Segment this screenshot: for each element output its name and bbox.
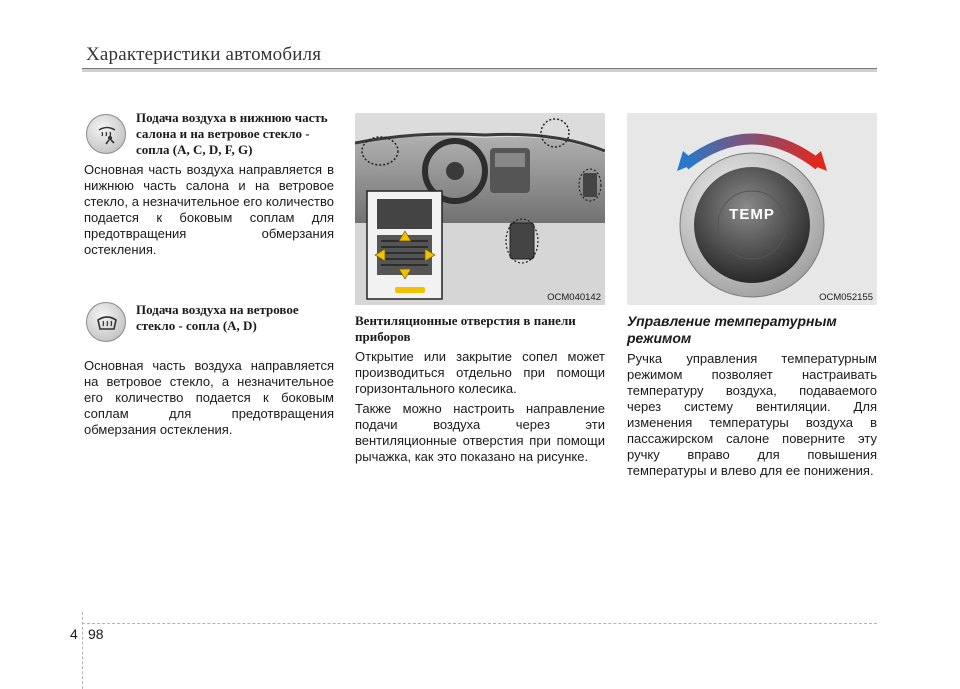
dashboard-vents-figure: [355, 113, 605, 305]
floor-defrost-mode-icon: [86, 114, 126, 154]
mode-floor-defrost-text: Основная часть воздуха направляется в нижнюю часть салона и на ветровое стекло, а незначительное его количество подается к боковым соплам для предотвращения обмерзания остекления.: [84, 162, 334, 257]
header-rule: [82, 68, 877, 72]
temp-knob-figure: [627, 113, 877, 305]
vents-heading: Вентиляционные отверстия в панели приборов: [355, 313, 576, 344]
mode-defrost: [84, 298, 334, 438]
vents-paragraph-1: Открытие или закрытие сопел может производиться отдельно при помощи горизонтального колесика.: [355, 349, 605, 396]
temp-knob-label: TEMP: [729, 206, 775, 223]
figure-code: OCM040142: [547, 292, 601, 303]
mode-defrost-text: Основная часть воздуха направляется на ветровое стекло, а незначительное его количество подается к боковым соплам для предотвращения обмерзания остекления.: [84, 358, 334, 437]
vents-paragraph-2: Также можно настроить направление подачи воздуха через эти вентиляционные отверстия при помощи рычажка, как это показано на рисунке.: [355, 401, 605, 464]
defrost-mode-icon: [86, 302, 126, 342]
column-mode-descriptions: [84, 110, 334, 438]
column-temperature: [627, 113, 877, 479]
column-vents: [355, 113, 605, 465]
page-number: 98: [88, 626, 104, 642]
chapter-number: 4: [70, 626, 78, 642]
temp-paragraph: Ручка управления температурным режимом позволяет настраивать температуру воздуха, подаваемого через систему вентиляции. Для изменения температуры воздуха в пассажирском салоне поверните эту ручку вправо для повышения температуры и влево для ее понижения.: [627, 351, 877, 478]
footer-divider: [82, 612, 83, 689]
mode-defrost-title: Подача воздуха на ветровое стекло - сопла (A, D): [136, 302, 299, 333]
temp-heading: Управление температурным режимом: [627, 313, 837, 346]
dashboard-illustration: [355, 113, 605, 305]
mode-floor-defrost-title: Подача воздуха в нижнюю часть салона и на ветровое стекло - сопла (A, C, D, F, G): [136, 110, 328, 157]
footer-rule: [82, 623, 877, 624]
mode-floor-defrost: [84, 110, 334, 258]
page-header-title: Характеристики автомобиля: [86, 44, 322, 65]
figure-code: OCM052155: [819, 292, 873, 303]
